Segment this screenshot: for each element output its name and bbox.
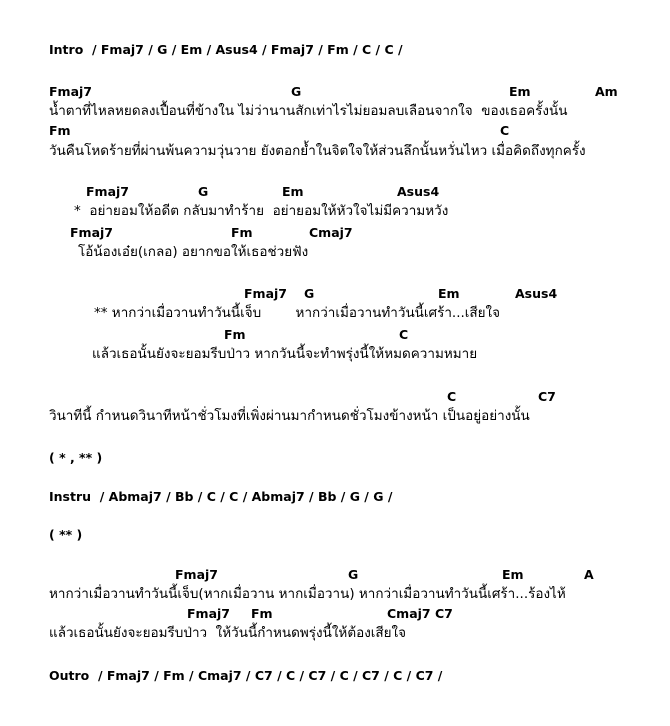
- chord: A: [584, 567, 594, 582]
- chord: Cmaj7: [309, 225, 353, 240]
- instru-line: Instru / Abmaj7 / Bb / C / C / Abmaj7 / Bb / G / G /: [49, 489, 393, 504]
- chord: G: [291, 84, 302, 99]
- chord: Fmaj7: [187, 606, 230, 621]
- intro-line: Intro / Fmaj7 / G / Em / Asus4 / Fmaj7 / Fm / C / C /: [49, 42, 403, 57]
- chord: Fm: [49, 123, 71, 138]
- chord: C: [447, 389, 457, 404]
- lyric-line: น้ำตาที่ไหลหยดลงเปื้อนที่ข้างใน ไม่ว่านานสักเท่าไรไม่ยอมลบเลือนจากใจ ของเธอครั้งนั้น: [49, 103, 568, 119]
- chord-line: [0, 389, 670, 405]
- repeat-marker: ( ** ): [49, 527, 83, 542]
- outro-line: Outro / Fmaj7 / Fm / Cmaj7 / C7 / C / C7 / C / C7 / C / C7 /: [49, 668, 443, 683]
- chord: Fm: [231, 225, 253, 240]
- chord: G: [198, 184, 209, 199]
- lyric-line: แล้วเธอนั้นยังจะยอมรีบป่าว ให้วันนี้กำหนดพรุ่งนี้ให้ต้องเสียใจ: [49, 625, 407, 641]
- chord: C: [399, 327, 409, 342]
- chord: G: [304, 286, 315, 301]
- lyric-line: วินาทีนี้ กำหนดวินาทีหน้าชั่วโมงที่เพิ่งผ่านมากำหนดชั่วโมงข้างหน้า เป็นอยู่อย่างนั้น: [49, 408, 530, 424]
- chord-line: [0, 225, 670, 241]
- chord: Fmaj7: [86, 184, 129, 199]
- repeat-marker: ( * , ** ): [49, 450, 103, 465]
- chord: Am: [595, 84, 618, 99]
- chord-line: [0, 606, 670, 622]
- chord: Fmaj7: [70, 225, 113, 240]
- lyric-line: * อย่ายอมให้อดีต กลับมาทำร้าย อย่ายอมให้หัวใจไม่มีความหวัง: [74, 203, 449, 219]
- chord-line: [0, 84, 670, 100]
- lyric-line: แล้วเธอนั้นยังจะยอมรีบป่าว หากวันนี้จะทำพรุ่งนี้ให้หมดความหมาย: [92, 346, 478, 362]
- chord: Em: [438, 286, 460, 301]
- chord: Fmaj7: [175, 567, 218, 582]
- chord: Fm: [251, 606, 273, 621]
- chord: Fm: [224, 327, 246, 342]
- chord: Asus4: [515, 286, 558, 301]
- chord: Em: [282, 184, 304, 199]
- lyric-line: ** หากว่าเมื่อวานทำวันนี้เจ็บ หากว่าเมื่อวานทำวันนี้เศร้า...เสียใจ: [94, 305, 501, 321]
- chord-line: [0, 327, 670, 343]
- chord: Fmaj7: [49, 84, 92, 99]
- chord: Em: [509, 84, 531, 99]
- lyric-line: หากว่าเมื่อวานทำวันนี้เจ็บ(หากเมื่อวาน หากเมื่อวาน) หากว่าเมื่อวานทำวันนี้เศร้า...ร้องไห้: [49, 586, 566, 602]
- chord: Em: [502, 567, 524, 582]
- lyric-line: วันคืนโหดร้ายที่ผ่านพ้นความวุ่นวาย ยังตอกย้ำในจิตใจให้ส่วนลึกนั้นหวั่นไหว เมื่อคิดถึงทุกครั้ง: [49, 143, 586, 159]
- chord-line: [0, 286, 670, 302]
- chord: Fmaj7: [244, 286, 287, 301]
- chord-line: [0, 567, 670, 583]
- chord-line: [0, 184, 670, 200]
- lyric-line: โอ้น้องเอ๋ย(เกลอ) อยากขอให้เธอช่วยฟัง: [78, 244, 309, 260]
- chord: C: [500, 123, 510, 138]
- chord: Asus4: [397, 184, 440, 199]
- chord: G: [348, 567, 359, 582]
- chord-line: [0, 123, 670, 139]
- chord: C7: [538, 389, 556, 404]
- chord: Cmaj7 C7: [387, 606, 453, 621]
